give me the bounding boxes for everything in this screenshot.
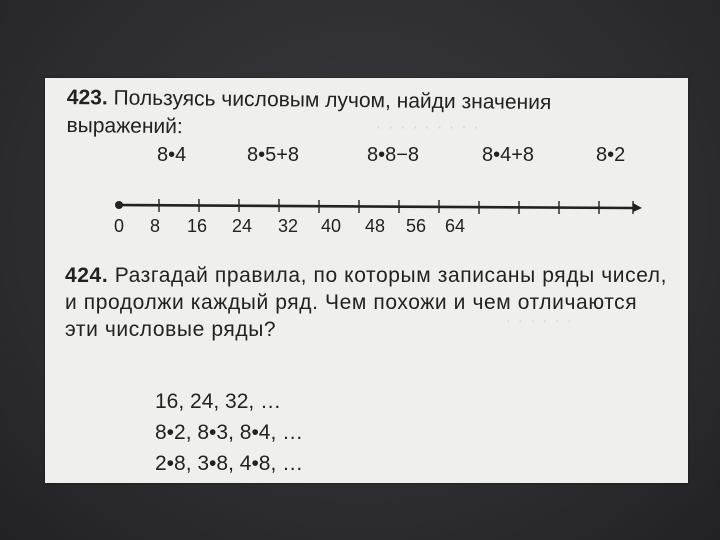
series-row: 8•2, 8•3, 8•4, …: [155, 421, 304, 444]
tick-label: 16: [187, 216, 208, 236]
expressions-row: [45, 144, 688, 176]
textbook-page-photo: [45, 78, 688, 483]
expression: 8•8−8: [367, 144, 420, 166]
task-text: Пользуясь числовым лучом, найди значения выражений:: [66, 86, 552, 139]
expression: 8•2: [596, 144, 626, 166]
tick-label: 0: [114, 216, 125, 236]
task-number: 424.: [65, 264, 109, 287]
tick-label: 48: [365, 216, 386, 236]
expression: 8•4: [157, 144, 187, 166]
expression: 8•4+8: [482, 144, 535, 166]
expression: 8•5+8: [247, 144, 300, 166]
show-through-text: · · · · · ·: [505, 310, 573, 332]
number-series: [155, 386, 303, 479]
tick-label: 24: [232, 216, 253, 236]
series-row: 2•8, 3•8, 4•8, …: [155, 452, 304, 475]
tick-label: 56: [406, 216, 427, 236]
tick-label: 40: [321, 216, 342, 236]
page-content: [45, 78, 688, 483]
task-text: Разгадай правила, по которым записаны ряды чисел, и продолжи каждый ряд. Чем похожи и чем отличаются эти числовые ряды?: [65, 264, 668, 341]
tick-label: 32: [278, 216, 299, 236]
show-through-text: · · · · · · · · ·: [375, 116, 480, 138]
series-row: 16, 24, 32, …: [155, 390, 282, 413]
task-424: [65, 262, 675, 343]
number-line: [105, 196, 645, 216]
task-423: [66, 84, 667, 146]
task-number: 423.: [66, 85, 108, 110]
tick-label: 8: [150, 216, 161, 236]
tick-label: 64: [445, 216, 466, 236]
